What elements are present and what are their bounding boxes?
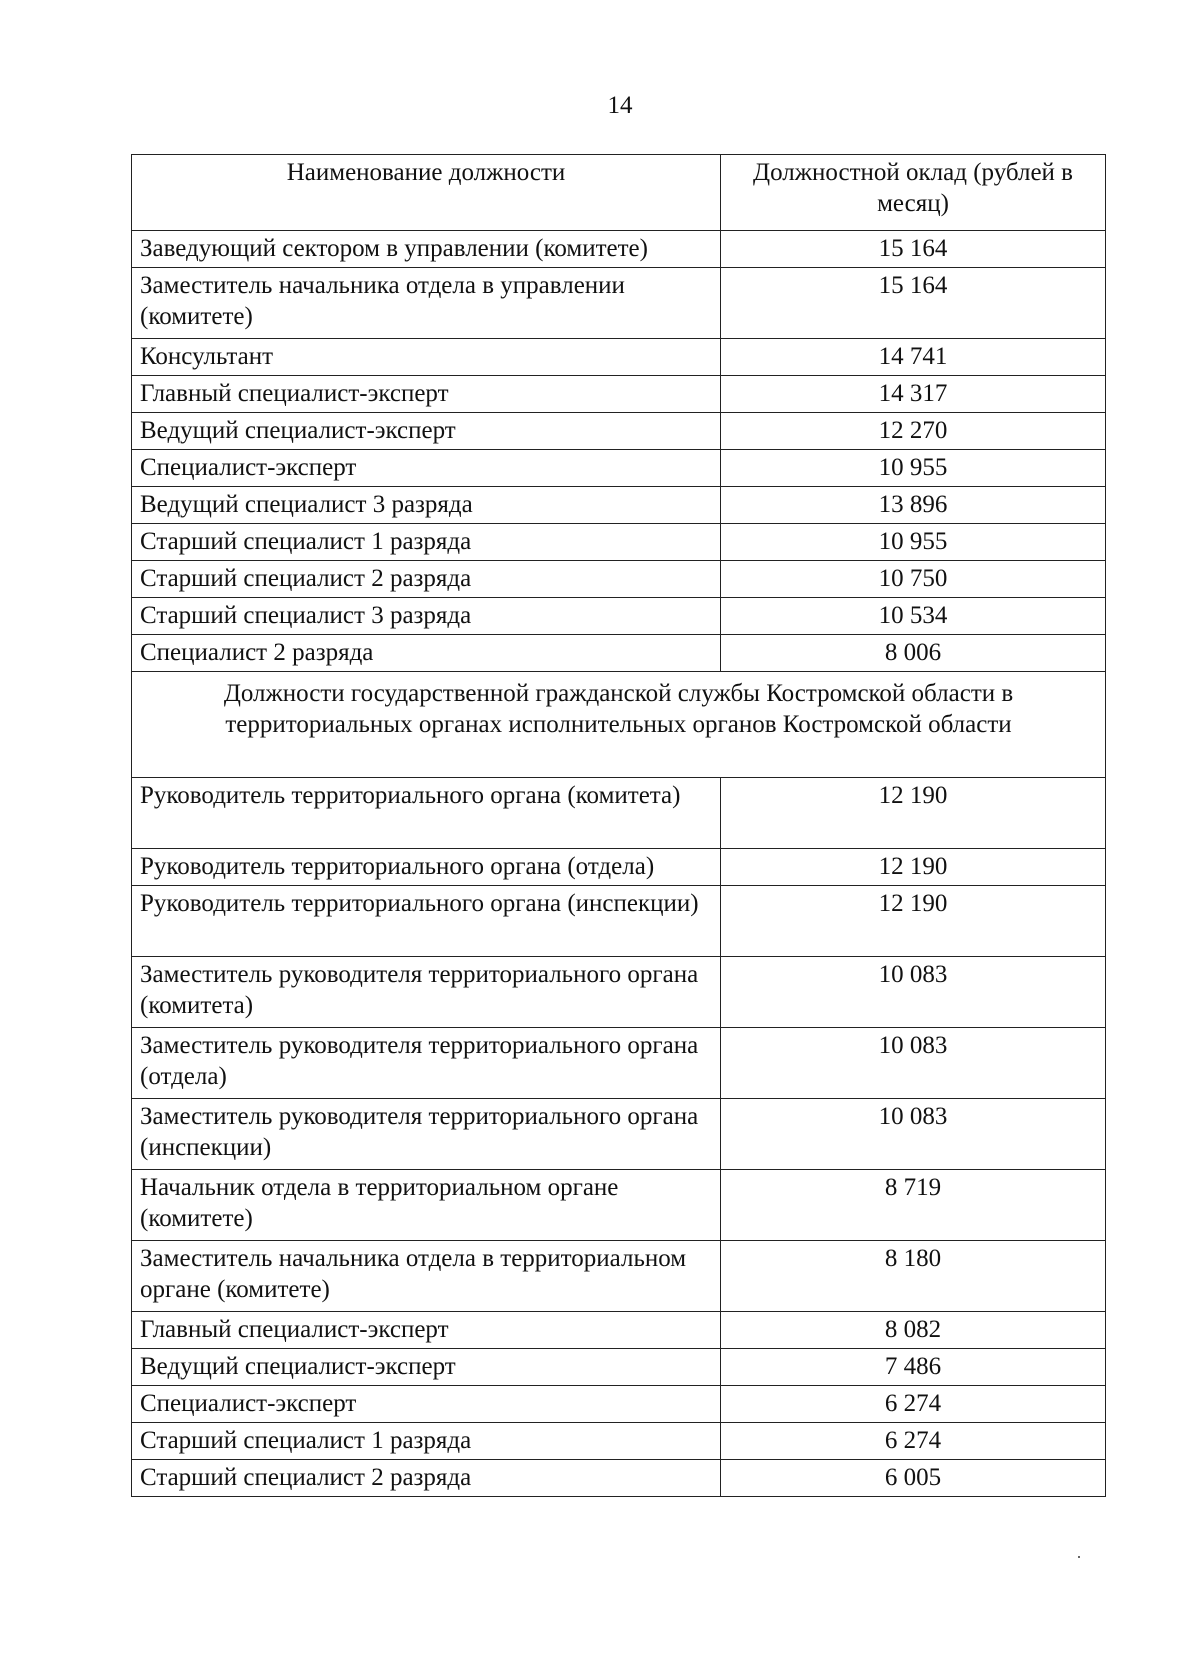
salary-value: 15 164 <box>721 268 1106 339</box>
position-name: Старший специалист 1 разряда <box>132 524 721 561</box>
position-name: Консультант <box>132 339 721 376</box>
position-name: Специалист 2 разряда <box>132 635 721 672</box>
table-row <box>132 1423 1106 1460</box>
header-position-name: Наименование должности <box>132 155 721 231</box>
position-name: Руководитель территориального органа (комитета) <box>132 778 721 849</box>
position-name: Главный специалист-эксперт <box>132 376 721 413</box>
salary-value: 10 083 <box>721 1099 1106 1170</box>
table-row <box>132 376 1106 413</box>
section-title: Должности государственной гражданской службы Костромской области в территориальных органах исполнительных органов Костромской области <box>132 672 1106 778</box>
salary-value: 12 190 <box>721 778 1106 849</box>
position-name: Начальник отдела в территориальном органе (комитете) <box>132 1170 721 1241</box>
salary-table <box>131 154 1106 1497</box>
position-name: Специалист-эксперт <box>132 1386 721 1423</box>
salary-value: 7 486 <box>721 1349 1106 1386</box>
table-row <box>132 339 1106 376</box>
table-row <box>132 1170 1106 1241</box>
salary-value: 14 741 <box>721 339 1106 376</box>
table-row <box>132 450 1106 487</box>
salary-value: 12 270 <box>721 413 1106 450</box>
salary-value: 8 082 <box>721 1312 1106 1349</box>
position-name: Старший специалист 2 разряда <box>132 561 721 598</box>
position-name: Руководитель территориального органа (отдела) <box>132 849 721 886</box>
salary-value: 6 274 <box>721 1386 1106 1423</box>
position-name: Заместитель начальника отдела в территориальном органе (комитете) <box>132 1241 721 1312</box>
table-row <box>132 268 1106 339</box>
position-name: Заведующий сектором в управлении (комитете) <box>132 231 721 268</box>
position-name: Старший специалист 1 разряда <box>132 1423 721 1460</box>
salary-value: 12 190 <box>721 886 1106 957</box>
table-row <box>132 1028 1106 1099</box>
table-row <box>132 1099 1106 1170</box>
table-row <box>132 1312 1106 1349</box>
table-row <box>132 598 1106 635</box>
table-row <box>132 231 1106 268</box>
salary-value: 10 955 <box>721 524 1106 561</box>
table-row <box>132 1241 1106 1312</box>
salary-value: 12 190 <box>721 849 1106 886</box>
salary-value: 8 006 <box>721 635 1106 672</box>
table-row <box>132 413 1106 450</box>
table-row <box>132 1460 1106 1497</box>
salary-value: 10 955 <box>721 450 1106 487</box>
table-header-row <box>132 155 1106 231</box>
salary-value: 8 719 <box>721 1170 1106 1241</box>
table-row <box>132 1386 1106 1423</box>
salary-value: 6 274 <box>721 1423 1106 1460</box>
salary-value: 15 164 <box>721 231 1106 268</box>
position-name: Ведущий специалист-эксперт <box>132 413 721 450</box>
page-number: 14 <box>607 92 633 119</box>
position-name: Заместитель руководителя территориального органа (отдела) <box>132 1028 721 1099</box>
table-row <box>132 1349 1106 1386</box>
salary-value: 6 005 <box>721 1460 1106 1497</box>
table-row <box>132 849 1106 886</box>
position-name: Заместитель руководителя территориального органа (комитета) <box>132 957 721 1028</box>
table-row <box>132 957 1106 1028</box>
section-header-row <box>132 672 1106 778</box>
salary-value: 10 083 <box>721 1028 1106 1099</box>
salary-value: 13 896 <box>721 487 1106 524</box>
position-name: Заместитель руководителя территориального органа (инспекции) <box>132 1099 721 1170</box>
position-name: Старший специалист 3 разряда <box>132 598 721 635</box>
salary-value: 14 317 <box>721 376 1106 413</box>
position-name: Главный специалист-эксперт <box>132 1312 721 1349</box>
position-name: Специалист-эксперт <box>132 450 721 487</box>
position-name: Ведущий специалист 3 разряда <box>132 487 721 524</box>
position-name: Руководитель территориального органа (инспекции) <box>132 886 721 957</box>
position-name: Ведущий специалист-эксперт <box>132 1349 721 1386</box>
table-row <box>132 561 1106 598</box>
salary-value: 8 180 <box>721 1241 1106 1312</box>
header-salary: Должностной оклад (рублей в месяц) <box>721 155 1106 231</box>
table-row <box>132 778 1106 849</box>
table-row <box>132 886 1106 957</box>
position-name: Старший специалист 2 разряда <box>132 1460 721 1497</box>
table-row <box>132 487 1106 524</box>
table-row <box>132 524 1106 561</box>
scan-speck <box>1078 1556 1080 1558</box>
salary-value: 10 750 <box>721 561 1106 598</box>
table-row <box>132 635 1106 672</box>
salary-value: 10 534 <box>721 598 1106 635</box>
salary-value: 10 083 <box>721 957 1106 1028</box>
position-name: Заместитель начальника отдела в управлении (комитете) <box>132 268 721 339</box>
